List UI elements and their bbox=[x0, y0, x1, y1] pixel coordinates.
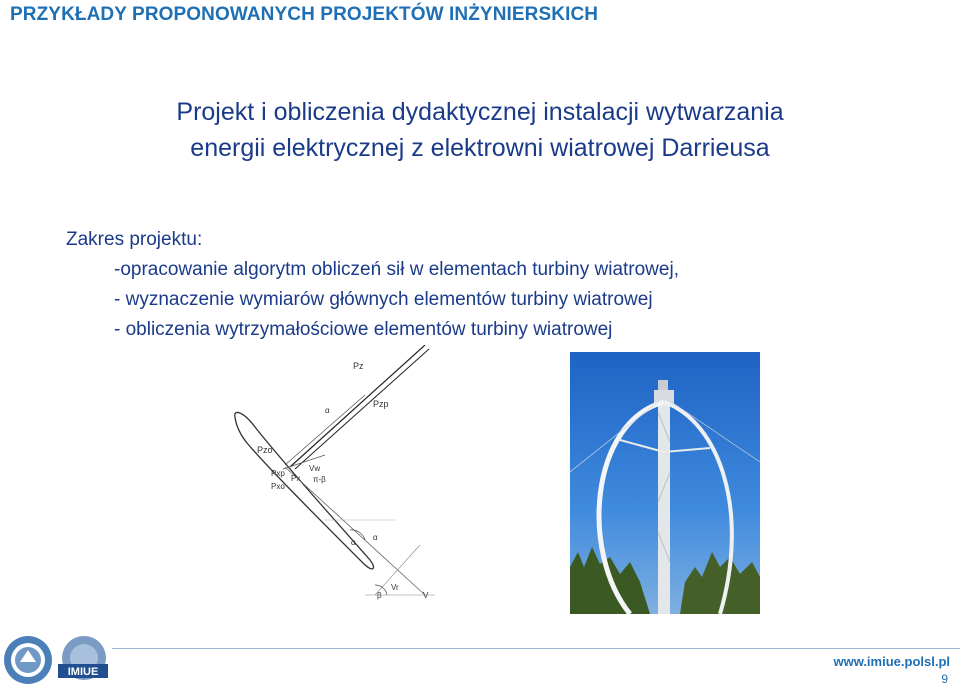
header-title: PRZYKŁADY PROPONOWANYCH PROJEKTÓW INŻYNIERSKICH bbox=[10, 4, 599, 25]
label-alpha-top: α bbox=[325, 406, 330, 415]
scope-heading: Zakres projektu: bbox=[66, 229, 203, 250]
project-scope bbox=[66, 225, 679, 345]
label-vr: Vr bbox=[391, 583, 399, 592]
turbine-mast bbox=[658, 392, 670, 614]
label-pxp: Pxp bbox=[271, 469, 285, 478]
footer-url[interactable]: www.imiue.polsl.pl bbox=[833, 654, 950, 669]
turbine-top bbox=[658, 380, 668, 390]
label-pzp: Pzp bbox=[373, 399, 389, 409]
university-seal-logo bbox=[2, 632, 54, 688]
label-pi-beta: π-β bbox=[313, 475, 326, 484]
label-pxo: Pxo bbox=[271, 482, 285, 491]
label-alpha-left: α bbox=[351, 538, 356, 547]
label-vw: Vw bbox=[309, 464, 321, 473]
scope-item: - obliczenia wytrzymałościowe elementów turbiny wiatrowej bbox=[114, 319, 613, 340]
label-px: Px bbox=[291, 474, 301, 483]
velocity-line bbox=[285, 467, 425, 595]
scope-item: -opracowanie algorytm obliczeń sił w elementach turbiny wiatrowej, bbox=[114, 259, 679, 280]
imiue-logo-text: IMIUE bbox=[67, 666, 99, 678]
main-title-line2: energii elektrycznej z elektrowni wiatrowej Darrieusa bbox=[190, 134, 770, 162]
darrieus-turbine-photo bbox=[570, 352, 760, 614]
imiue-logo bbox=[54, 634, 112, 686]
label-pzo: Pzo bbox=[257, 445, 273, 455]
main-title bbox=[40, 94, 920, 166]
label-alpha-right: α bbox=[373, 533, 378, 542]
label-v: V bbox=[423, 591, 429, 600]
label-beta: β bbox=[377, 591, 382, 600]
page-number: 9 bbox=[941, 672, 948, 686]
label-pz: Pz bbox=[353, 361, 364, 371]
footer-divider bbox=[112, 648, 960, 649]
main-title-line1: Projekt i obliczenia dydaktycznej instalacji wytwarzania bbox=[176, 98, 784, 126]
scope-item: - wyznaczenie wymiarów głównych elementów turbiny wiatrowej bbox=[114, 289, 653, 310]
blade-force-diagram bbox=[225, 345, 455, 605]
